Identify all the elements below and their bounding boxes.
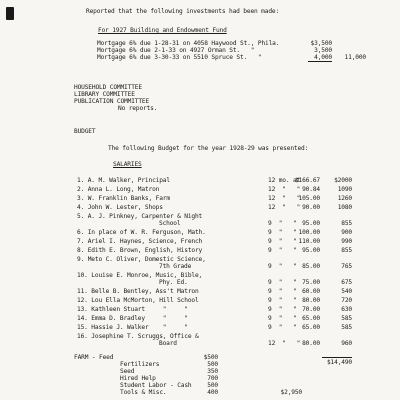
salary-label: 3. W. Franklin Banks, Farm	[77, 195, 170, 202]
salary-label: 5. A. J. Pinkney, Carpenter & Night	[77, 213, 203, 220]
farm-item-label: Tools & Misc.	[120, 389, 167, 396]
budget-intro: The following Budget for the year 1928-29 was presented:	[108, 145, 309, 152]
salary-period: 9 " "	[268, 247, 297, 254]
salary-rate: 95.00	[302, 247, 320, 254]
mortgage-amount-rule	[308, 61, 332, 62]
salary-total: 1080	[337, 204, 352, 211]
farm-item-amount: 350	[207, 368, 218, 375]
salary-total: 855	[341, 247, 352, 254]
salary-label-continuation: Phy. Ed.	[159, 279, 188, 286]
salaries-total-rule	[322, 357, 352, 358]
salary-period: 9 " "	[268, 229, 297, 236]
salary-rate: 75.00	[302, 279, 320, 286]
salary-total: 855	[341, 220, 352, 227]
salary-label: 13. Kathleen Stuart " "	[77, 306, 188, 313]
salary-label: 9. Meto C. Oliver, Domestic Science,	[77, 256, 206, 263]
salary-period: 9 " "	[268, 263, 297, 270]
salary-total: 585	[341, 315, 352, 322]
committees-note: No reports.	[118, 105, 158, 112]
salary-rate: 90.84	[302, 186, 320, 193]
salary-rate: 65.00	[302, 315, 320, 322]
budget-heading: BUDGET	[74, 128, 96, 135]
salary-rate: 110.00	[298, 238, 320, 245]
farm-item-amount: 500	[207, 361, 218, 368]
salary-label: 7. Ariel I. Haynes, Science, French	[77, 238, 203, 245]
salary-rate: 85.00	[302, 263, 320, 270]
salary-period: 12 " "	[268, 186, 301, 193]
salary-rate: 60.00	[302, 288, 320, 295]
salary-total: 990	[341, 238, 352, 245]
farm-item-amount: 500	[207, 382, 218, 389]
salary-rate: 65.00	[302, 324, 320, 331]
salaries-heading: SALARIES	[113, 161, 142, 168]
ink-blot	[6, 7, 14, 20]
salary-rate: 90.00	[302, 204, 320, 211]
mortgage-total: 11,000	[344, 54, 366, 61]
salary-total: 720	[341, 297, 352, 304]
investments-intro: Reported that the following investments had been made:	[86, 8, 280, 15]
mortgage-description: Mortgage 6% due 2-1-33 on 4927 Orman St. "	[97, 47, 255, 54]
salary-period: 12 " "	[268, 340, 301, 347]
salary-label: 14. Emma D. Bradley " "	[77, 315, 188, 322]
salary-rate: 100.00	[298, 229, 320, 236]
salaries-total: $14,490	[326, 359, 352, 366]
salary-period: 12 " "	[268, 204, 301, 211]
committee-publication: PUBLICATION COMMITTEE	[74, 98, 150, 105]
mortgage-amount: 4,000	[314, 54, 332, 61]
salary-total: 585	[341, 324, 352, 331]
farm-item-amount: $500	[203, 354, 218, 361]
fund-title: For 1927 Building and Endowment Fund	[98, 27, 227, 34]
mortgage-description: Mortgage 6% due 1-28-31 on 4058 Haywood St., Phila.	[97, 40, 280, 47]
mortgage-amount: $3,500	[310, 40, 332, 47]
salary-period: 9 " "	[268, 315, 297, 322]
farm-item-label: Fertilizers	[120, 361, 160, 368]
salary-total: 675	[341, 279, 352, 286]
salary-label: 11. Belle B. Bentley, Ass't Matron	[77, 288, 199, 295]
salary-rate: $166.67	[294, 177, 320, 184]
mortgage-description: Mortgage 6% due 3-30-33 on 5510 Spruce St. "	[97, 54, 262, 61]
salary-total: 960	[341, 340, 352, 347]
salary-label: 4. John W. Lester, Shops	[77, 204, 163, 211]
salary-total: 1090	[337, 186, 352, 193]
salary-total: 900	[341, 229, 352, 236]
salary-period: 9 " "	[268, 279, 297, 286]
salary-label: 12. Lou Ella McMorton, Hill School	[77, 297, 199, 304]
salary-label: 10. Louise E. Monroe, Music, Bible,	[77, 272, 203, 279]
salary-period: 9 " "	[268, 288, 297, 295]
salary-label: 2. Anna L. Long, Matron	[77, 186, 160, 193]
salary-label: 16. Josephine T. Scruggs, Office &	[77, 333, 199, 340]
farm-item-label: Seed	[120, 368, 135, 375]
farm-item-label: Hired Help	[120, 375, 156, 382]
salary-total: 540	[341, 288, 352, 295]
salary-total: $2000	[334, 177, 352, 184]
salary-total: 765	[341, 263, 352, 270]
salary-label-continuation: School	[159, 220, 181, 227]
salary-label: 8. Edith E. Brown, English, History	[77, 247, 203, 254]
salary-label: 15. Hassie J. Walker " "	[77, 324, 188, 331]
salary-period: 12 mo. at	[268, 177, 301, 184]
farm-total: $2,950	[280, 389, 302, 396]
farm-item-amount: 400	[207, 389, 218, 396]
salary-period: 9 " "	[268, 297, 297, 304]
salary-rate: 80.00	[302, 340, 320, 347]
salary-period: 9 " "	[268, 306, 297, 313]
salary-period: 9 " "	[268, 324, 297, 331]
salary-rate: 80.00	[302, 297, 320, 304]
mortgage-amount: 3,500	[314, 47, 332, 54]
salary-rate: 95.00	[302, 220, 320, 227]
salary-rate: 70.00	[302, 306, 320, 313]
committee-library: LIBRARY COMMITTEE	[74, 91, 135, 98]
salary-period: 9 " "	[268, 238, 297, 245]
salary-label-continuation: 7th Grade	[159, 263, 192, 270]
farm-heading: FARM - Feed	[74, 354, 114, 361]
farm-item-label: Student Labor - Cash	[120, 382, 192, 389]
salary-label: 6. In place of W. R. Ferguson, Math.	[77, 229, 206, 236]
committee-household: HOUSEHOLD COMMITTEE	[74, 84, 142, 91]
salary-label: 1. A. M. Walker, Principal	[77, 177, 170, 184]
salary-total: 1260	[337, 195, 352, 202]
salary-label-continuation: Board	[159, 340, 177, 347]
salary-total: 630	[341, 306, 352, 313]
salary-rate: 105.00	[298, 195, 320, 202]
salary-period: 9 " "	[268, 220, 297, 227]
salary-period: 12 " "	[268, 195, 301, 202]
farm-item-amount: 700	[207, 375, 218, 382]
